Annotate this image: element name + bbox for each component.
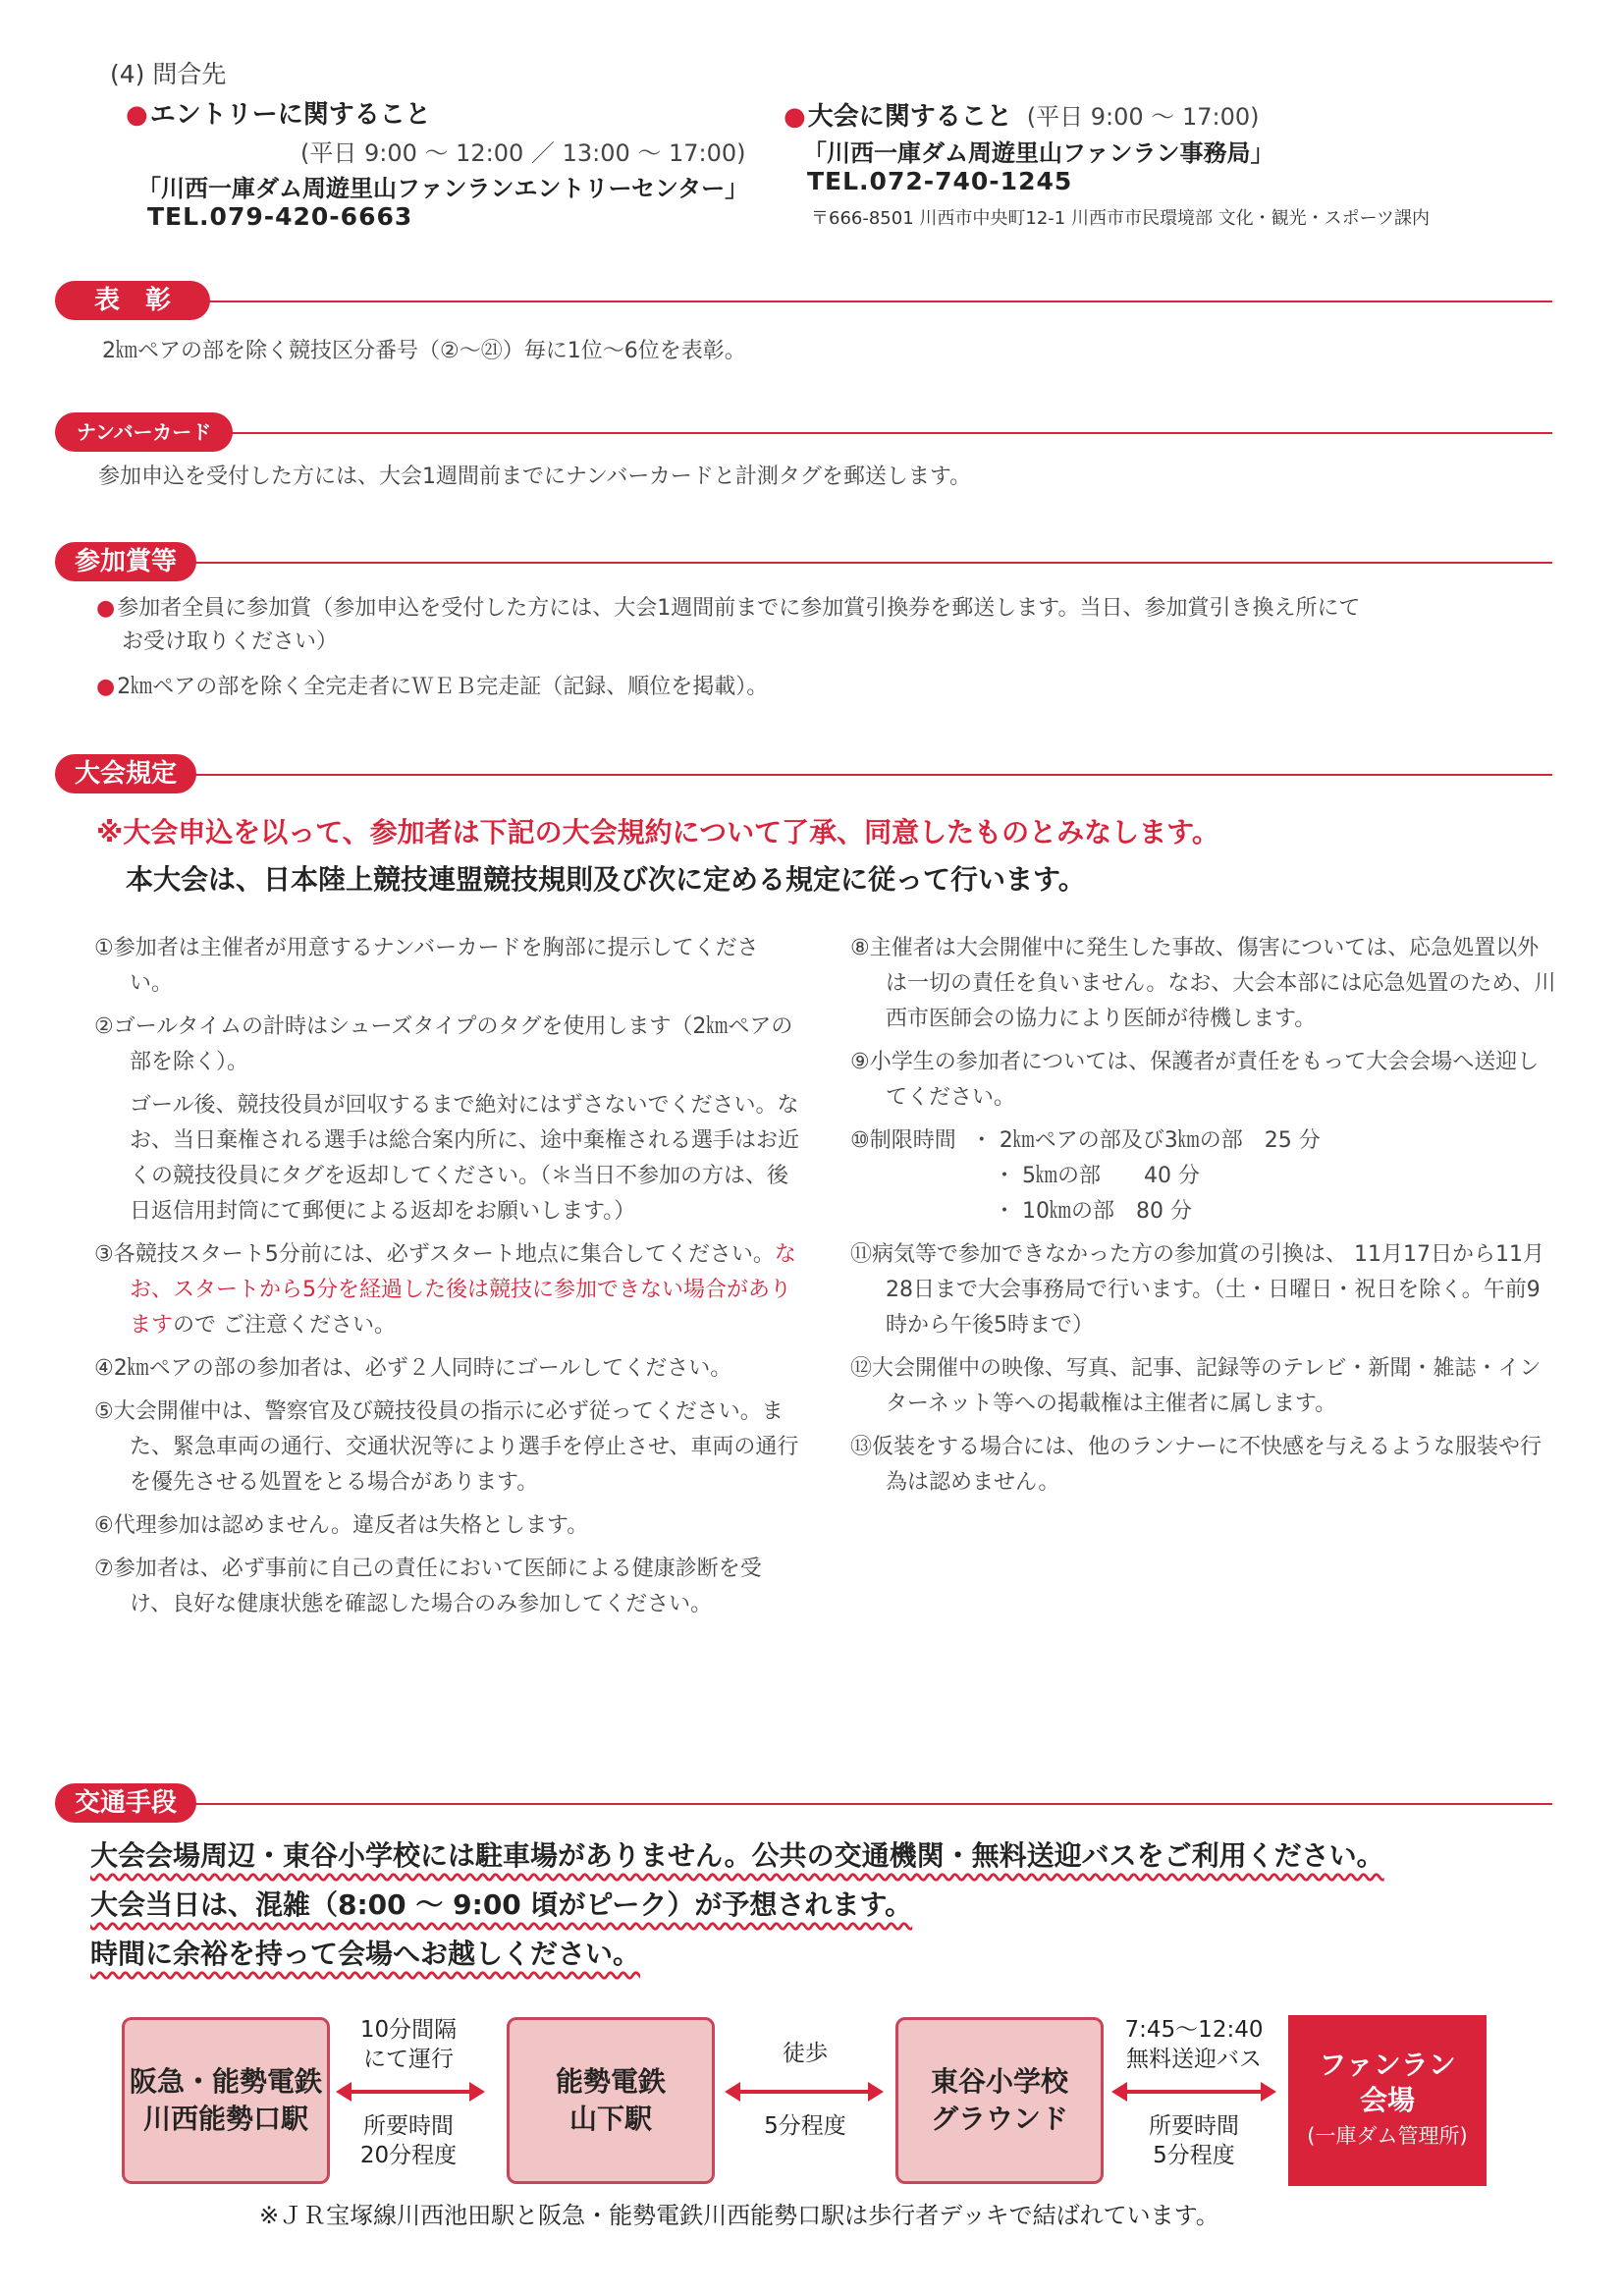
event-contact-title: ● 大会に関すること — [784, 102, 1012, 132]
connector-1-top — [340, 2015, 477, 2074]
rule-7: ⑦参加者は、必ず事前に自己の責任において医師による健康診断を受け、良好な健康状態を確認した場合のみ参加してください。 — [94, 1557, 762, 1616]
rule-12: ⑫大会開催中の映像、写真、記事、記録等のテレビ・新聞・雑誌・インターネット等への掲載権は主催者に属します。 — [850, 1356, 1542, 1416]
section-rule — [55, 774, 1552, 776]
prize-item-2: ● 2㎞ペアの部を除く全完走者にＷＥＢ完走証（記録、順位を掲載）。 — [96, 670, 768, 705]
station-2-line-2: 山下駅 — [568, 2103, 652, 2135]
connector-3-top — [1109, 2015, 1278, 2074]
event-contact-org: 「川西一庫ダム周遊里山ファンラン事務局」 — [803, 139, 1274, 167]
connector-2-top: 徒歩 — [783, 2041, 828, 2066]
rule-10-line-2: ・ 5㎞の部 40 分 — [994, 1164, 1200, 1188]
rule-2-detail: ゴール後、競技役員が回収するまで絶対にはずさないでください。なお、当日棄権される選手は総合案内所に、途中棄権される選手はお近くの競技役員にタグを返却してください。（＊当日不参加の方は、後日返信用封筒にて郵便による返却をお願いします。） — [130, 1093, 800, 1224]
conn-3-top-line-2: 無料送迎バス — [1126, 2047, 1262, 2072]
number-card-text: 参加申込を受付した方には、大会1週間前までにナンバーカードと計測タグを郵送します。 — [98, 465, 972, 489]
awards-label: 表 彰 — [55, 281, 210, 320]
prizes-label: 参加賞等 — [55, 542, 196, 581]
contact-heading: (4) 問合先 — [110, 60, 227, 88]
venue-line-1: ファンラン — [1319, 2049, 1456, 2081]
venue-funrun — [1288, 2015, 1487, 2186]
awards-text: 2㎞ペアの部を除く競技区分番号（②～㉑）毎に1位～6位を表彰。 — [102, 339, 746, 363]
double-arrow-icon — [350, 2090, 471, 2094]
number-card-section-header — [55, 412, 1552, 452]
double-arrow-icon — [738, 2090, 870, 2094]
rules-notice: ※大会申込を以って、参加者は下記の大会規約について了承、同意したものとみなします。 — [96, 816, 1219, 848]
station-2-line-1: 能勢電鉄 — [555, 2065, 666, 2098]
station-higashitani-school — [895, 2017, 1104, 2184]
rule-3 — [94, 1237, 801, 1343]
event-contact-hours: (平日 9:00 ～ 17:00) — [1026, 103, 1260, 131]
station-1-line-2: 川西能勢口駅 — [142, 2103, 308, 2135]
rule-10-title: ⑩制限時間 — [850, 1128, 956, 1153]
transport-line-3: 時間に余裕を持って会場へお越しください。 — [90, 1938, 641, 1970]
section-rule — [55, 301, 1552, 302]
prize-item-1: ● 参加者全員に参加賞（参加申込を受付した方には、大会1週間前までに参加賞引換券を郵送します。当日、参加賞引き換え所にて — [96, 591, 1360, 627]
station-3-line-1: 東谷小学校 — [930, 2065, 1068, 2098]
transport-label: 交通手段 — [55, 1783, 196, 1823]
connector-1-bottom — [340, 2111, 477, 2170]
conn-3-bottom-line-1: 所要時間 — [1149, 2113, 1239, 2139]
awards-section-header — [55, 281, 1552, 320]
number-card-label: ナンバーカード — [55, 412, 233, 452]
conn-1-bottom-line-1: 所要時間 — [363, 2113, 454, 2139]
entry-contact-tel[interactable]: TEL.079-420-6663 — [147, 202, 413, 231]
event-contact-header — [784, 96, 1259, 133]
rule-10 — [850, 1123, 1559, 1159]
entry-contact-title: ● エントリーに関すること — [126, 94, 431, 131]
entry-contact-hours: (平日 9:00 ～ 12:00 ／ 13:00 ～ 17:00) — [300, 139, 746, 167]
rule-1: ①参加者は主催者が用意するナンバーカードを胸部に提示してください。 — [94, 936, 759, 996]
station-3-line-2: グラウンド — [930, 2103, 1068, 2135]
transport-section-header — [55, 1783, 1552, 1823]
rule-5: ⑤大会開催中は、警察官及び競技役員の指示に必ず従ってください。また、緊急車両の通行、交通状況等により選手を停止させ、車両の通行を優先させる処置をとる場合があります。 — [94, 1399, 799, 1495]
connector-3-bottom — [1109, 2111, 1278, 2170]
rules-statement: 本大会は、日本陸上競技連盟競技規則及び次に定める規定に従って行います。 — [126, 863, 1086, 896]
rule-10-line-1: ・ 2㎞ペアの部及び3㎞の部 25 分 — [970, 1128, 1321, 1153]
prizes-section-header — [55, 542, 1552, 581]
rules-right-column — [850, 931, 1559, 1508]
rule-11: ⑪病気等で参加できなかった方の参加賞の引換は、 11月17日から11月28日まで大会事務局で行います。（土・日曜日・祝日を除く。午前9時から午後5時まで） — [850, 1242, 1544, 1338]
section-rule — [55, 432, 1552, 434]
rule-3-tail: ので ご注意ください。 — [173, 1313, 397, 1338]
event-contact-address: 〒666-8501 川西市中央町12-1 川西市市民環境部 文化・観光・スポーツ課内 — [811, 208, 1430, 229]
section-rule — [55, 562, 1552, 564]
transport-note: ※ＪＲ宝塚線川西池田駅と阪急・能勢電鉄川西能勢口駅は歩行者デッキで結ばれています。 — [259, 2202, 1219, 2229]
rules-label: 大会規定 — [55, 754, 196, 793]
rule-6: ⑥代理参加は認めません。違反者は失格とします。 — [94, 1513, 589, 1538]
rule-8: ⑧主催者は大会開催中に発生した事故、傷害については、応急処置以外は一切の責任を負いません。なお、大会本部には応急処置のため、川西市医師会の協力により医師が待機します。 — [850, 936, 1556, 1031]
venue-sub: (一庫ダム管理所) — [1307, 2124, 1468, 2148]
conn-1-top-line-2: にて運行 — [363, 2047, 454, 2072]
conn-1-bottom-line-2: 20分程度 — [359, 2143, 458, 2168]
double-arrow-icon — [1125, 2090, 1263, 2094]
rules-section-header — [55, 754, 1552, 793]
rule-9: ⑨小学生の参加者については、保護者が責任をもって大会会場へ送迎してください。 — [850, 1050, 1540, 1110]
section-rule — [55, 1803, 1552, 1805]
entry-contact-org: 「川西一庫ダム周遊里山ファンランエントリーセンター」 — [137, 175, 749, 202]
conn-3-top-line-1: 7:45～12:40 — [1124, 2017, 1264, 2043]
station-1-line-1: 阪急・能勢電鉄 — [129, 2065, 322, 2098]
rule-4: ④2㎞ペアの部の参加者は、必ず２人同時にゴールしてください。 — [94, 1356, 732, 1381]
connector-2-bottom: 5分程度 — [764, 2113, 846, 2139]
rule-2: ②ゴールタイムの計時はシューズタイプのタグを使用します（2㎞ペアの部を除く）。 — [94, 1014, 793, 1074]
conn-3-bottom-line-2: 5分程度 — [1153, 2143, 1235, 2168]
rule-3-text: ③各競技スタート5分前には、必ずスタート地点に集合してください。 — [94, 1242, 775, 1267]
rule-10-line-3: ・ 10㎞の部 80 分 — [994, 1199, 1192, 1224]
event-contact-tel[interactable]: TEL.072-740-1245 — [807, 167, 1073, 195]
station-yamashita — [507, 2017, 715, 2184]
transport-line-1: 大会会場周辺・東谷小学校には駐車場がありません。公共の交通機関・無料送迎バスをご利用ください。 — [90, 1839, 1384, 1872]
transport-line-2: 大会当日は、混雑（8:00 ～ 9:00 頃がピーク）が予想されます。 — [90, 1888, 913, 1921]
prize-item-1-cont: お受け取りください） — [122, 629, 339, 654]
rule-3-warning: なお、スタートから5分を経過した後は競技に参加できない場合があります — [130, 1242, 796, 1338]
rule-13: ⑬仮装をする場合には、他のランナーに不快感を与えるような服装や行為は認めません。 — [850, 1435, 1542, 1495]
station-kawanishi-noseguchi — [122, 2017, 330, 2184]
venue-line-2: 会場 — [1359, 2084, 1415, 2116]
conn-1-top-line-1: 10分間隔 — [359, 2017, 458, 2043]
rules-left-column — [94, 931, 801, 1630]
